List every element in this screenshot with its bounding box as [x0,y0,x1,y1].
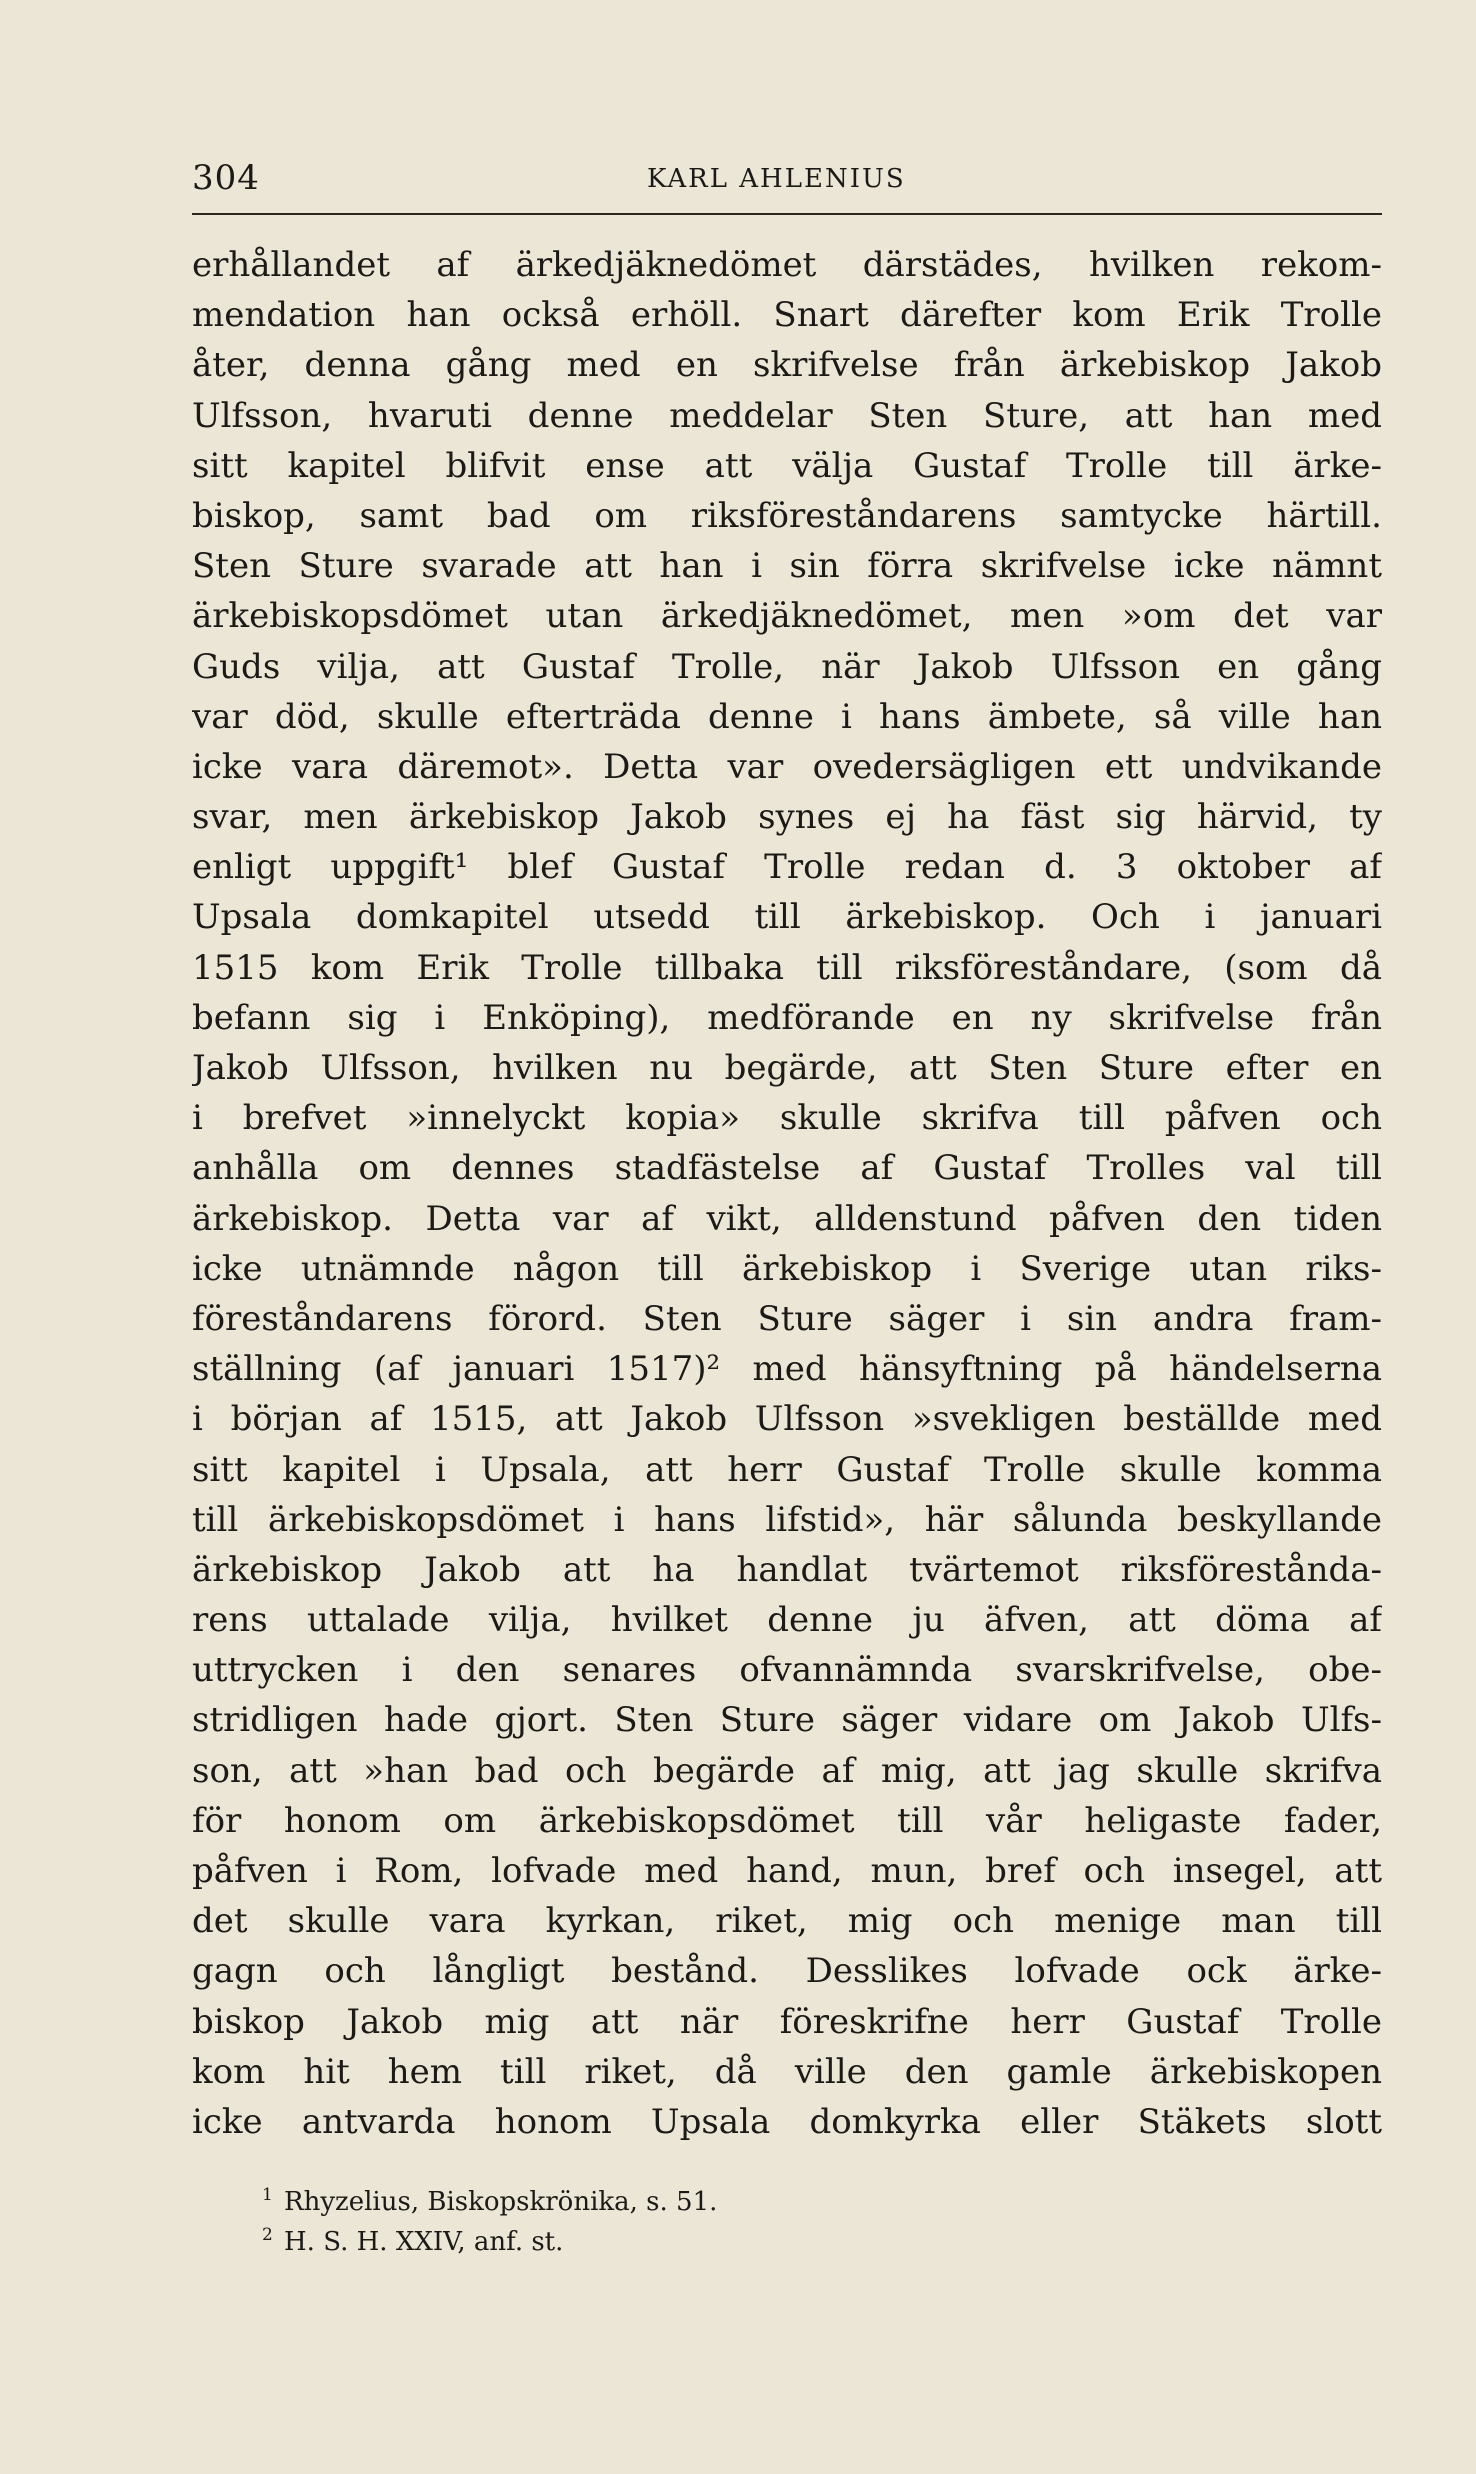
text-line: 1515 kom Erik Trolle tillbaka till riksföreståndare, (som då [192,947,1382,988]
text-line: ärkebiskop. Detta var af vikt, alldenstund påfven den tiden [192,1198,1382,1239]
text-line: biskop, samt bad om riksföreståndarens samtycke härtill. [192,495,1382,536]
footnotes [262,2175,1262,2255]
text-line: mendation han också erhöll. Snart därefter kom Erik Trolle [192,295,1382,336]
text-line: sitt kapitel i Upsala, att herr Gustaf Trolle skulle komma [192,1449,1382,1490]
text-line: stridligen hade gjort. Sten Sture säger vidare om Jakob Ulfs- [192,1700,1382,1741]
text-line: rens uttalade vilja, hvilket denne ju äfven, att döma af [192,1600,1382,1641]
text-line: icke vara däremot». Detta var ovedersägligen ett undvikande [192,746,1382,787]
text-line: för honom om ärkebiskopsdömet till vår heligaste fader, [192,1800,1382,1841]
text-line: Ulfsson, hvaruti denne meddelar Sten Sture, att han med [192,395,1382,436]
running-head: KARL AHLENIUS [647,164,906,194]
text-line: anhålla om dennes stadfästelse af Gustaf Trolles val till [192,1148,1382,1189]
text-line: i brefvet »innelyckt kopia» skulle skrifva till påfven och [192,1098,1382,1139]
text-line: påfven i Rom, lofvade med hand, mun, bref och insegel, att [192,1851,1382,1891]
text-line: Jakob Ulfsson, hvilken nu begärde, att Sten Sture efter en [192,1048,1382,1088]
text-line: svar, men ärkebiskop Jakob synes ej ha fäst sig härvid, ty [192,797,1382,838]
body-text [192,240,1382,2147]
text-line: uttrycken i den senares ofvannämnda svarskrifvelse, obe- [192,1650,1382,1691]
footnote-mark: 1 [262,2185,273,2205]
text-line: åter, denna gång med en skrifvelse från ärkebiskop Jakob [192,345,1382,386]
text-line: ställning (af januari 1517)² med hänsyftning på händelserna [192,1349,1382,1390]
text-line: erhållandet af ärkedjäknedömet därstädes, hvilken rekom- [192,245,1382,285]
text-line: enligt uppgift¹ blef Gustaf Trolle redan d. 3 oktober af [192,847,1382,888]
text-line: icke antvarda honom Upsala domkyrka eller Stäkets slott [192,2101,1382,2142]
text-line: till ärkebiskopsdömet i hans lifstid», här sålunda beskyllande [192,1499,1382,1540]
text-line: sitt kapitel blifvit ense att välja Gustaf Trolle till ärke- [192,445,1382,486]
text-line: föreståndarens förord. Sten Sture säger i sin andra fram- [192,1298,1382,1339]
page-number: 304 [192,158,260,198]
footnote [262,2215,1262,2255]
text-line: befann sig i Enköping), medförande en ny skrifvelse från [192,997,1382,1038]
text-line: icke utnämnde någon till ärkebiskop i Sverige utan riks- [192,1248,1382,1289]
page-header [192,150,1382,210]
text-line: son, att »han bad och begärde af mig, att jag skulle skrifva [192,1750,1382,1791]
text-line: gagn och långligt bestånd. Desslikes lofvade ock ärke- [192,1951,1382,1992]
text-line: var död, skulle efterträda denne i hans ämbete, så ville han [192,696,1382,737]
footnote-text: H. S. H. XXIV, anf. st. [284,2227,564,2257]
text-line: ärkebiskopsdömet utan ärkedjäknedömet, men »om det var [192,596,1382,637]
text-line: Guds vilja, att Gustaf Trolle, när Jakob Ulfsson en gång [192,646,1382,687]
text-line: ärkebiskop Jakob att ha handlat tvärtemot riksförestånda- [192,1549,1382,1590]
text-line: Upsala domkapitel utsedd till ärkebiskop. Och i januari [192,897,1382,938]
header-rule [192,213,1382,215]
text-line: det skulle vara kyrkan, riket, mig och menige man till [192,1901,1382,1942]
text-line: Sten Sture svarade att han i sin förra skrifvelse icke nämnt [192,546,1382,587]
text-line: biskop Jakob mig att när föreskrifne herr Gustaf Trolle [192,2001,1382,2042]
text-line: i början af 1515, att Jakob Ulfsson »svekligen beställde med [192,1399,1382,1440]
footnote [262,2175,1262,2215]
footnote-mark: 2 [262,2225,273,2245]
text-line: kom hit hem till riket, då ville den gamle ärkebiskopen [192,2051,1382,2092]
footnote-text: Rhyzelius, Biskopskrönika, s. 51. [284,2187,718,2217]
